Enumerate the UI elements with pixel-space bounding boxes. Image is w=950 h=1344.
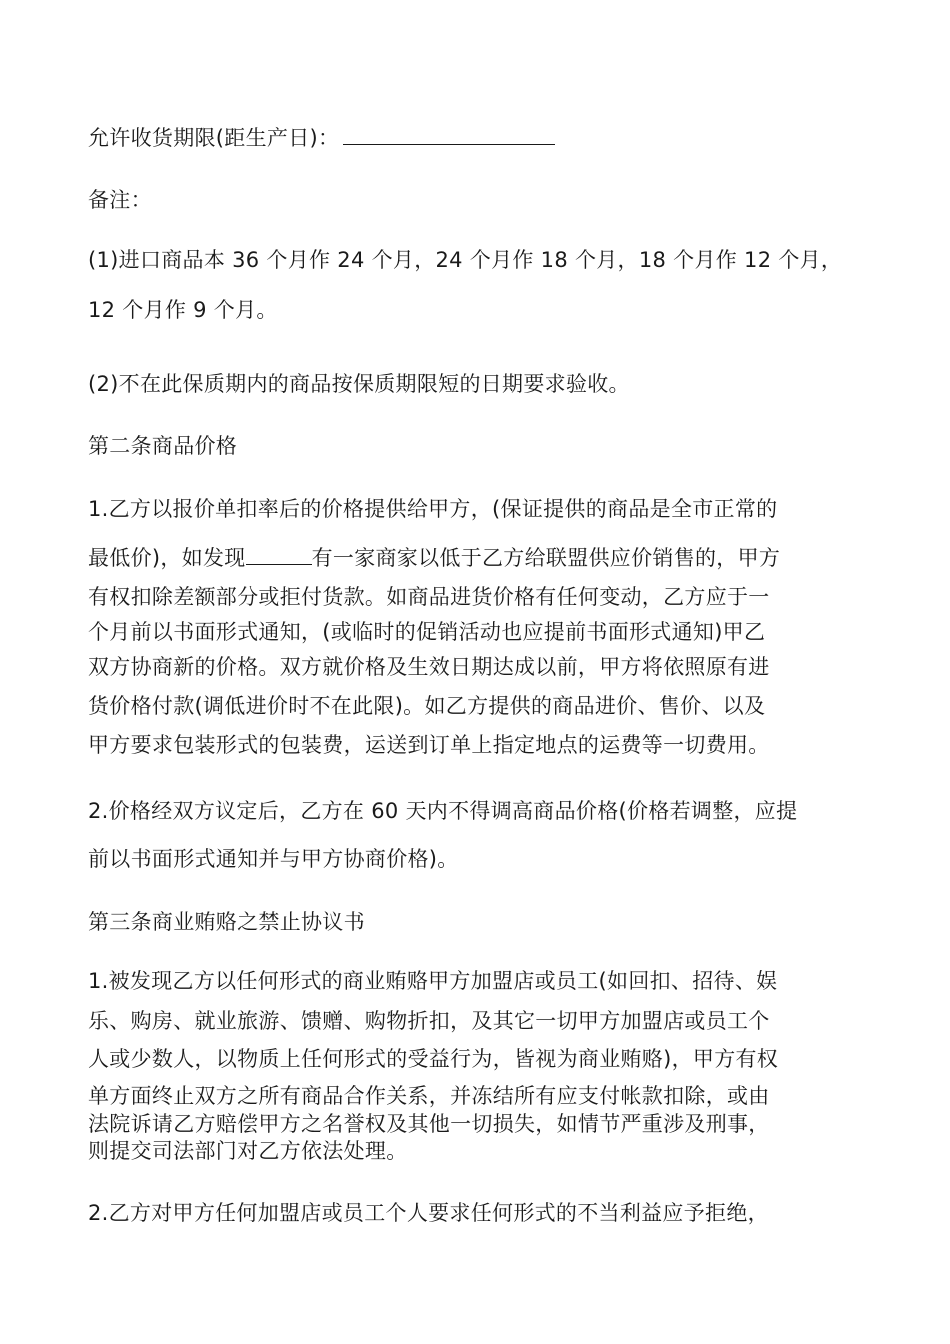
article-2-para-1-line-2-post: 有一家商家以低于乙方给联盟供应价销售的，甲方 xyxy=(311,546,781,570)
article-2-para-2-line-1: 2.价格经双方议定后，乙方在 60 天内不得调高商品价格(价格若调整，应提 xyxy=(88,799,798,823)
article-2-para-1-line-3: 有权扣除差额部分或拒付货款。如商品进货价格有任何变动，乙方应于一 xyxy=(88,585,770,609)
receive-limit-line xyxy=(88,124,878,152)
note-2: (2)不在此保质期内的商品按保质期限短的日期要求验收。 xyxy=(88,372,630,396)
article-2-para-1-line-4: 个月前以书面形式通知，(或临时的促销活动也应提前书面形式通知)甲乙 xyxy=(88,620,766,644)
article-3-title: 第三条商业贿赂之禁止协议书 xyxy=(88,910,365,934)
article-2-para-1-line-2-pre: 最低价)，如发现 xyxy=(88,546,246,570)
notes-label: 备注： xyxy=(88,188,152,212)
article-3-para-1-line-4: 单方面终止双方之所有商品合作关系，并冻结所有应支付帐款扣除，或由 xyxy=(88,1084,770,1108)
article-3-para-1-line-3: 人或少数人，以物质上任何形式的受益行为，皆视为商业贿赂)，甲方有权 xyxy=(88,1047,779,1071)
price-finder-blank xyxy=(246,544,312,565)
article-2-title: 第二条商品价格 xyxy=(88,434,238,458)
article-2-para-1-line-2 xyxy=(88,544,878,572)
article-2-para-1-line-1: 1.乙方以报价单扣率后的价格提供给甲方，(保证提供的商品是全市正常的 xyxy=(88,497,778,521)
article-2-para-1-line-6: 货价格付款(调低进价时不在此限)。如乙方提供的商品进价、售价、以及 xyxy=(88,694,766,718)
article-3-para-1-line-6: 则提交司法部门对乙方依法处理。 xyxy=(88,1139,408,1163)
note-1-line-1: (1)进口商品本 36 个月作 24 个月，24 个月作 18 个月，18 个月作 12 个月， xyxy=(88,248,843,272)
note-1-line-2: 12 个月作 9 个月。 xyxy=(88,298,278,322)
article-3-para-1-line-5: 法院诉请乙方赔偿甲方之名誉权及其他一切损失，如情节严重涉及刑事， xyxy=(88,1112,770,1136)
article-2-para-1-line-7: 甲方要求包装形式的包装费，运送到订单上指定地点的运费等一切费用。 xyxy=(88,733,770,757)
receive-limit-blank xyxy=(343,124,555,145)
article-3-para-1-line-1: 1.被发现乙方以任何形式的商业贿赂甲方加盟店或员工(如回扣、招待、娱 xyxy=(88,969,778,993)
article-2-para-2-line-2: 前以书面形式通知并与甲方协商价格)。 xyxy=(88,847,459,871)
article-3-para-1-line-2: 乐、购房、就业旅游、馈赠、购物折扣，及其它一切甲方加盟店或员工个 xyxy=(88,1009,770,1033)
receive-limit-label: 允许收货期限(距生产日)： xyxy=(88,126,340,150)
article-3-para-2-line-1: 2.乙方对甲方任何加盟店或员工个人要求任何形式的不当利益应予拒绝， xyxy=(88,1201,769,1225)
article-2-para-1-line-5: 双方协商新的价格。双方就价格及生效日期达成以前，甲方将依照原有进 xyxy=(88,655,770,679)
